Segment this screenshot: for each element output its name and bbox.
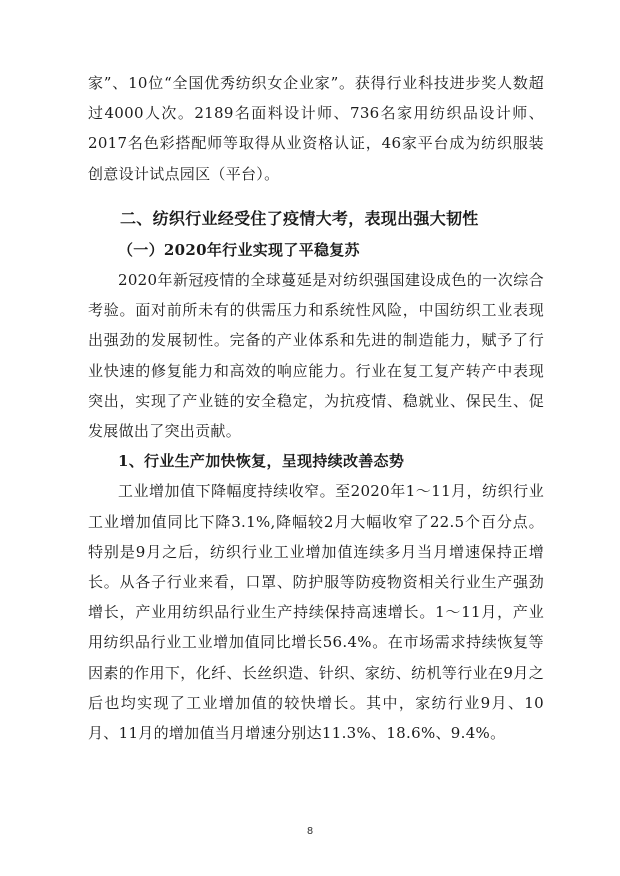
body-paragraph-2: 工业增加值下降幅度持续收窄。至2020年1～11月，纺织行业工业增加值同比下降3.1%,降幅较2月大幅收窄了22.5个百分点。特别是9月之后，纺织行业工业增加值连续多月当月增速保持正增长。从各子行业来看，口罩、防护服等防疫物资相关行业生产强劲增长，产业用纺织品行业生产持续保持高速增长。1～11月，产业用纺织品行业工业增加值同比增长56.4%。在市场需求持续恢复等因素的作用下，化纤、长丝织造、针织、家纺、纺机等行业在9月之后也均实现了工业增加值的较快增长。其中，家纺行业9月、10月、11月的增加值当月增速分别达11.3%、18.6%、9.4%。 — [88, 482, 544, 743]
point-heading: 1、行业生产加快恢复，呈现持续改善态势 — [118, 452, 405, 471]
page-number: 8 — [306, 826, 314, 837]
continuation-paragraph: 家”、10位“全国优秀纺织女企业家”。获得行业科技进步奖人数超过4000人次。2189名面料设计师、736名家用纺织品设计师、2017名色彩搭配师等取得从业资格认证，46家平台成为纺织服装创意设计试点园区（平台）。 — [88, 74, 544, 183]
document-body — [88, 68, 544, 748]
section-heading: 二、纺织行业经受住了疫情大考，表现出强大韧性 — [120, 208, 479, 228]
subsection-heading: （一）2020年行业实现了平稳复苏 — [118, 240, 360, 259]
body-paragraph-1: 2020年新冠疫情的全球蔓延是对纺织强国建设成色的一次综合考验。面对前所未有的供需压力和系统性风险，中国纺织工业表现出强劲的发展韧性。完备的产业体系和先进的制造能力，赋予了行业快速的修复能力和高效的响应能力。行业在复工复产转产中表现突出，实现了产业链的安全稳定，为抗疫情、稳就业、保民生、促发展做出了突出贡献。 — [88, 271, 544, 441]
